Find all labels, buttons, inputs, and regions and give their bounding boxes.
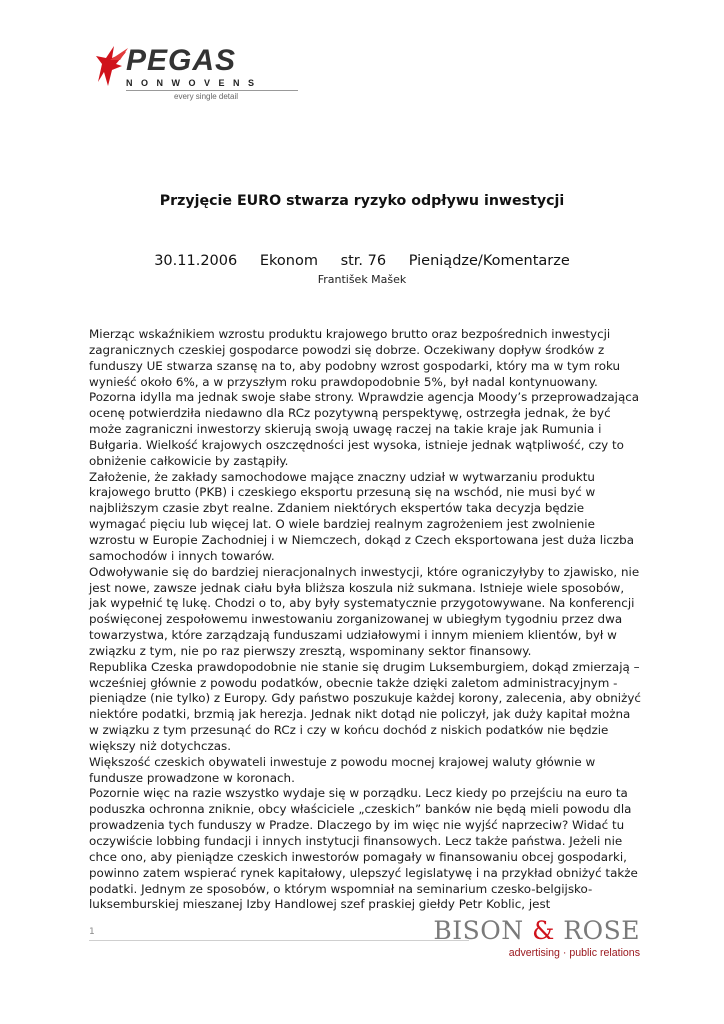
pegas-logo: [92, 42, 302, 108]
article-date: 30.11.2006: [154, 253, 238, 269]
article-author: František Mašek: [317, 273, 407, 286]
paragraph: Pozornie więc na razie wszystko wydaje się w porządku. Lecz kiedy po przejściu na euro ta poduszka ochronna zniknie, obcy właściciele „czeskich” banków nie będą mieli powodu dla prowadzenia tych funduszy w Pradze. Dlaczego by im więc nie wyjść naprzeciw? Widać tu oczywiście lobbing fundacji i innych instytucji finansowych. Lecz także państwa. Jeżeli nie chce ono, aby pieniądze czeskich inwestorów pomagały w finansowaniu obcej gospodarki, powinno zatem wspierać rynek kapitałowy, ulepszyć legislatywę i na przykład obniżyć także podatki. Jednym ze sposobów, o którym wspomniał na seminarium czesko-belgijsko-luksemburskiej mieszanej Izby Handlowej szef praskiej giełdy Petr Koblic, jest: [89, 786, 638, 912]
page-number: 1: [89, 927, 95, 937]
paragraph: Większość czeskich obywateli inwestuje z powodu mocnej krajowej waluty głównie w fundusze prowadzone w koronach.: [89, 754, 596, 785]
article-meta: [0, 253, 724, 269]
paragraph: Założenie, że zakłady samochodowe mające znaczny udział w wytwarzaniu produktu krajowego brutto (PKB) i czeskiego eksportu przesuną się na wschód, nie musi być w najbliższym czasie zbyt realne. Zdaniem niektórych ekspertów taka decyzja będzie wymagać pięciu lub więcej lat. O wiele bardziej realnym zagrożeniem jest zwolnienie wzrostu w Europie Zachodniej i w Niemczech, dokąd z Czech eksportowana jest duża liczba samochodów i innych towarów.: [89, 469, 635, 563]
pegas-tagline: every single detail: [174, 92, 239, 101]
article-page: str. 76: [340, 253, 387, 269]
agency-ampersand: &: [532, 916, 555, 945]
pegas-wordmark: PEGAS: [126, 44, 237, 77]
footer-divider: [89, 940, 469, 941]
agency-name-left: BISON: [433, 916, 524, 945]
article-publication: Ekonom: [259, 253, 318, 269]
agency-tagline: advertising · public relations: [508, 947, 640, 959]
pegas-divider: [126, 90, 298, 91]
paragraph: Mierząc wskaźnikiem wzrostu produktu krajowego brutto oraz bezpośrednich inwestycji zagranicznych czeskiej gospodarce powodzi się dobrze. Oczekiwany dopływ środków z funduszy UE stwarza szansę na to, aby podobny wzrost gospodarki, który ma w tym roku wynieść około 6%, a w przyszłym roku prawdopodobnie 5%, był nadal kontynuowany.: [89, 327, 621, 389]
agency-name-right: ROSE: [563, 916, 640, 945]
article-title: Przyjęcie EURO stwarza ryzyko odpływu inwestycji: [159, 193, 565, 209]
paragraph: Pozorna idylla ma jednak swoje słabe strony. Wprawdzie agencja Moody’s przeprowadzająca ocenę potwierdziła niedawno dla RCz pozytywną perspektywę, ostrzegła jednak, że być może zagraniczni inwestorzy skierują swoją uwagę raczej na takie kraje jak Rumunia i Bułgaria. Wielkość krajowych oszczędności jest wysoka, istnieje jednak wątpliwość, czy to obniżenie całkowicie by zastąpiły.: [89, 390, 640, 468]
article-section: Pieniądze/Komentarze: [408, 253, 570, 269]
bison-rose-logo: [433, 916, 640, 962]
paragraph: Odwoływanie się do bardziej nieracjonalnych inwestycji, które ograniczyłyby to zjawisko, nie jest nowe, zawsze jednak ciału była bliższa koszula niż sukmana. Istnieje wiele sposobów, jak wypełnić tę lukę. Chodzi o to, aby były systematycznie przygotowywane. Na konferencji poświęconej zespołowemu inwestowaniu zorganizowanej w ubiegłym tygodniu przez dwa towarzystwa, które zarządzają funduszami udziałowymi i innym mieniem klientów, był w związku z tym, nie po raz pierwszy zresztą, wspominany sektor finansowy.: [89, 564, 640, 658]
bison-rose-wordmark: [433, 916, 640, 945]
article-body: [89, 327, 641, 913]
paragraph: Republika Czeska prawdopodobnie nie stanie się drugim Luksemburgiem, dokąd zmierzają – wcześniej głównie z powodu podatków, obecnie także dzięki zaletom administracyjnym - pieniądze (nie tylko) z Europy. Gdy państwo poszukuje każdej korony, zalecenia, aby obniżyć niektóre podatki, brzmią jak herezja. Jednak nikt dotąd nie policzył, jak duży kapitał można w związku z tym przesunąć do RCz i czy w końcu dochód z niskich podatków nie będzie większy niż dotychczas.: [89, 659, 641, 753]
pegas-subtitle: NONWOVENS: [126, 78, 263, 88]
